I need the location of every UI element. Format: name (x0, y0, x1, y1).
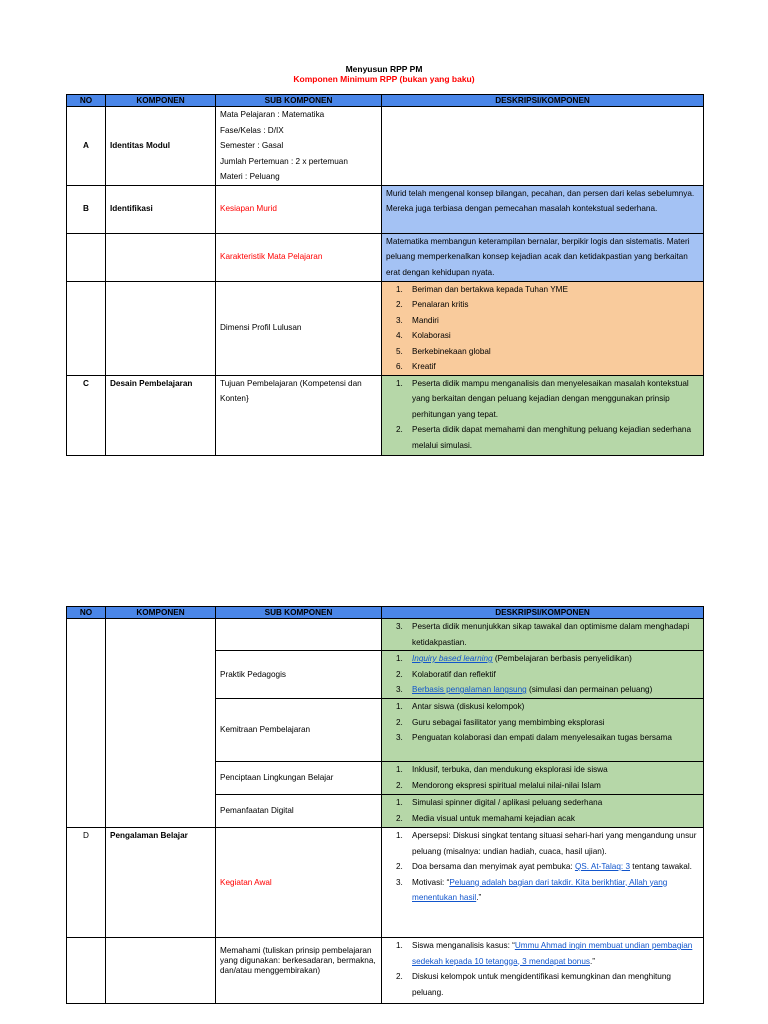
list-item: 3. Peserta didik menunjukkan sikap tawakal dan optimisme dalam menghadapi ketidakpastian. (396, 622, 690, 647)
row-kesiapan-murid (67, 185, 704, 233)
identitas-details (216, 107, 382, 186)
row-karakteristik (67, 233, 704, 281)
sub-komponen: Memahami (tuliskan prinsip pembelajaran yang digunakan: berkesadaran, bermakna, dan/atau menggembirakan) (216, 938, 382, 1004)
sub-komponen: Pemanfaatan Digital (216, 795, 382, 828)
sub-komponen: Kesiapan Murid (216, 185, 382, 233)
description-list (382, 375, 704, 455)
header-deskripsi: DESKRIPSI/KOMPONEN (382, 607, 704, 619)
row-memahami (67, 938, 704, 1004)
list-item: 1. Antar siswa (diskusi kelompok) (396, 702, 525, 711)
inquiry-link[interactable]: Inquiry based learning (412, 654, 493, 663)
description-list (382, 795, 704, 828)
motivasi-link[interactable]: Peluang adalah bagian dari takdir. Kita berikhtiar, Allah yang menentukan hasil (412, 877, 668, 902)
description-list (382, 281, 704, 375)
list-item: 4. Kolaborasi (396, 331, 451, 340)
sub-komponen: Praktik Pedagogis (216, 651, 382, 699)
empty-description (382, 107, 704, 186)
list-item: 1. Apersepsi: Diskusi singkat tentang situasi sehari-hari yang mengandung unsur peluang (misalnya: undian hadiah, cuaca, hasil ujian). (396, 831, 697, 856)
description-list (382, 762, 704, 795)
list-item: 1. Inklusif, terbuka, dan mendukung eksplorasi ide siswa (396, 765, 608, 774)
description: Murid telah mengenal konsep bilangan, pecahan, dan persen dari kelas sebelumnya. Mereka juga terbiasa dengan pemecahan masalah kontekstual sederhana. (382, 185, 704, 233)
list-item: 1. Peserta didik mampu menganalisis dan menyelesaikan masalah kontekstual yang berkaitan dengan peluang kejadian dengan menggunakan prinsip perhitungan yang tepat. (396, 378, 689, 419)
description-list (382, 938, 704, 1004)
ayat-link[interactable]: QS. At-Talaq: 3 (574, 862, 631, 871)
row-no: A (67, 107, 106, 186)
list-item: 6. Kreatif (396, 362, 436, 371)
rpp-table-2 (66, 606, 704, 1004)
row-no: D (67, 828, 106, 938)
row-komponen: Identitas Modul (106, 107, 216, 186)
description: Matematika membangun keterampilan bernalar, berpikir logis dan sistematis. Materi peluang memperkenalkan konsep kejadian acak dan ketidakpastian yang berkaitan erat dengan kehidupan nyata. (382, 233, 704, 281)
identitas-line: Jumlah Pertemuan : 2 x pertemuan (220, 156, 348, 166)
pengalaman-link[interactable]: Berbasis pengalaman langsung (412, 685, 527, 694)
header-deskripsi: DESKRIPSI/KOMPONEN (382, 95, 704, 107)
list-item: 5. Berkebinekaan global (396, 346, 491, 356)
sub-komponen: Dimensi Profil Lulusan (216, 281, 382, 375)
header-sub-komponen: SUB KOMPONEN (216, 95, 382, 107)
list-item: 2. Media visual untuk memahami kejadian acak (396, 813, 575, 823)
sub-komponen: Kegiatan Awal (216, 828, 382, 938)
row-komponen: Desain Pembelajaran (106, 375, 216, 455)
header-no: NO (67, 95, 106, 107)
list-item: 2. Mendorong ekspresi spiritual melalui nilai-nilai Islam (396, 780, 601, 790)
description-list (382, 651, 704, 699)
list-item: 3. Berbasis pengalaman langsung (simulasi dan permainan peluang) (396, 685, 653, 694)
identitas-line: Materi : Peluang (220, 172, 280, 181)
list-item: 1. Siswa menganalisis kasus: “Ummu Ahmad ingin membuat undian pembagian sedekah kepada 10 tetangga, 3 mendapat bonus.” (396, 941, 693, 966)
sub-komponen: Karakteristik Mata Pelajaran (216, 233, 382, 281)
row-komponen: Identifikasi (106, 185, 216, 233)
row-desain-pembelajaran (67, 375, 704, 455)
header-no: NO (67, 607, 106, 619)
table-header-row (67, 95, 704, 107)
list-item: 2. Diskusi kelompok untuk mengidentifikasi kemungkinan dan menghitung peluang. (396, 972, 671, 997)
description-list (382, 699, 704, 762)
row-komponen: Pengalaman Belajar (106, 828, 216, 938)
document-title: Menyusun RPP PM (345, 64, 423, 74)
list-item: 3. Mandiri (396, 315, 439, 325)
table-header-row (67, 607, 704, 619)
header-sub-komponen: SUB KOMPONEN (216, 607, 382, 619)
row-kegiatan-awal (67, 828, 704, 938)
row-no: B (67, 185, 106, 233)
identitas-line: Semester : Gasal (220, 141, 284, 150)
list-item: 3. Penguatan kolaborasi dan empati dalam menyelesaikan tugas bersama (396, 733, 672, 742)
row-dimensi-profil (67, 281, 704, 375)
document-subtitle: Komponen Minimum RPP (bukan yang baku) (293, 74, 475, 84)
list-item: 1. Simulasi spinner digital / aplikasi peluang sederhana (396, 798, 603, 807)
list-item: 1. Beriman dan bertakwa kepada Tuhan YME (396, 284, 568, 294)
list-item: 2. Peserta didik dapat memahami dan menghitung peluang kejadian sederhana melalui simulasi. (396, 425, 692, 450)
rpp-table-1 (66, 94, 704, 456)
list-item: 2. Kolaboratif dan reflektif (396, 669, 496, 679)
sub-komponen: Kemitraan Pembelajaran (216, 699, 382, 762)
row-no: C (67, 375, 106, 455)
list-item: 2. Guru sebagai fasilitator yang membimbing eksplorasi (396, 717, 605, 727)
description-list (382, 619, 704, 651)
sub-komponen: Penciptaan Lingkungan Belajar (216, 762, 382, 795)
list-item: 2. Doa bersama dan menyimak ayat pembuka: QS. At-Talaq: 3 tentang tawakal. (396, 862, 692, 871)
description-list (382, 828, 704, 938)
identitas-line: Mata Pelajaran : Matematika (220, 110, 325, 119)
list-item: 1. Inquiry based learning (Pembelajaran berbasis penyelidikan) (396, 654, 632, 663)
header-komponen: KOMPONEN (106, 95, 216, 107)
row-tujuan-continued (67, 619, 704, 651)
list-item: 3. Motivasi: “Peluang adalah bagian dari takdir. Kita berikhtiar, Allah yang menentukan hasil.” (396, 877, 668, 902)
row-identitas-modul (67, 107, 704, 186)
list-item: 2. Penalaran kritis (396, 300, 469, 309)
sub-komponen: Tujuan Pembelajaran (Kompetensi dan Konten} (216, 375, 382, 455)
header-komponen: KOMPONEN (106, 607, 216, 619)
identitas-line: Fase/Kelas : D/IX (220, 125, 284, 135)
kasus-link[interactable]: Ummu Ahmad ingin membuat undian pembagian sedekah kepada 10 tetangga, 3 mendapat bonus (412, 941, 693, 966)
